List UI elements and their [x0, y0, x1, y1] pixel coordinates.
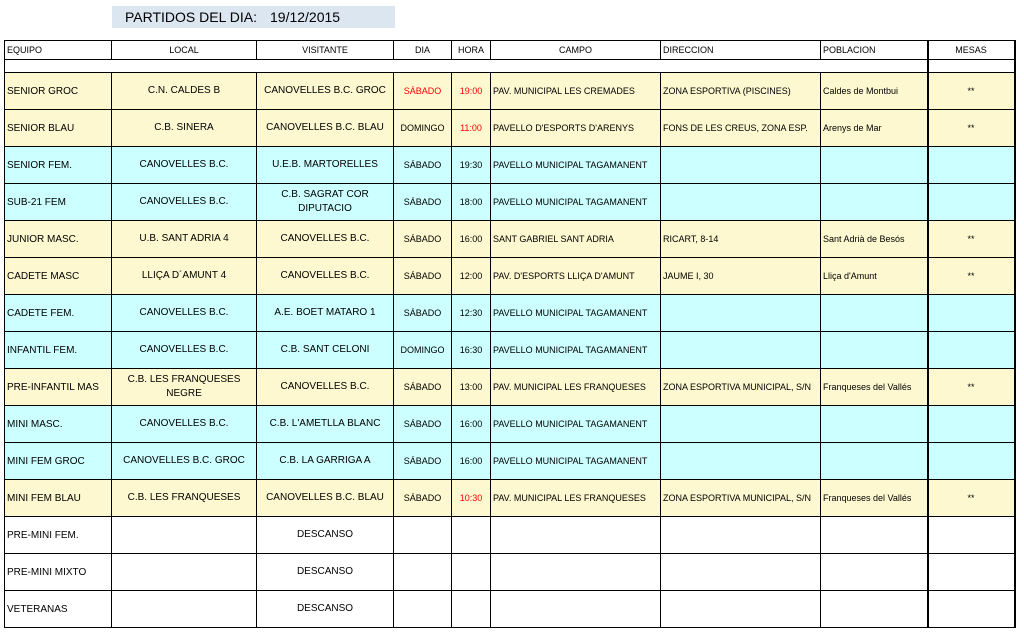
cell-direccion [661, 443, 821, 480]
cell-local [112, 554, 257, 591]
table-row [5, 406, 1015, 443]
cell-campo: PAVELLO MUNICIPAL TAGAMANENT [491, 332, 661, 369]
cell-visitante: CANOVELLES B.C. [257, 221, 394, 258]
cell-mesas [928, 147, 1015, 184]
cell-poblacion [821, 591, 928, 628]
cell-mesas: ** [928, 258, 1015, 295]
cell-direccion: ZONA ESPORTIVA (PISCINES) [661, 73, 821, 110]
title-box [112, 6, 395, 28]
cell-visitante: DESCANSO [257, 591, 394, 628]
cell-campo: PAV. MUNICIPAL LES FRANQUESES [491, 480, 661, 517]
cell-equipo: SENIOR FEM. [5, 147, 112, 184]
cell-dia: SÁBADO [394, 184, 452, 221]
table-row [5, 554, 1015, 591]
cell-local: C.B. LES FRANQUESES [112, 480, 257, 517]
cell-direccion: JAUME I, 30 [661, 258, 821, 295]
cell-local: C.B. SINERA [112, 110, 257, 147]
cell-equipo: PRE-INFANTIL MAS [5, 369, 112, 406]
cell-poblacion [821, 332, 928, 369]
cell-direccion [661, 295, 821, 332]
cell-poblacion: Franqueses del Vallés [821, 480, 928, 517]
cell-hora [452, 591, 491, 628]
cell-mesas [928, 184, 1015, 221]
cell-hora: 16:00 [452, 443, 491, 480]
cell-dia: SÁBADO [394, 406, 452, 443]
col-header-visitante: VISITANTE [257, 41, 394, 60]
cell-poblacion [821, 147, 928, 184]
cell-equipo: SENIOR BLAU [5, 110, 112, 147]
cell-direccion [661, 184, 821, 221]
cell-mesas [928, 443, 1015, 480]
cell-mesas [928, 406, 1015, 443]
cell-mesas: ** [928, 480, 1015, 517]
cell-poblacion [821, 554, 928, 591]
cell-visitante: U.E.B. MARTORELLES [257, 147, 394, 184]
cell-direccion: FONS DE LES CREUS, ZONA ESP. [661, 110, 821, 147]
cell-mesas [928, 591, 1015, 628]
cell-dia: SÁBADO [394, 480, 452, 517]
cell-visitante: C.B. SANT CELONI [257, 332, 394, 369]
cell-hora: 10:30 [452, 480, 491, 517]
cell-hora: 11:00 [452, 110, 491, 147]
cell-local [112, 517, 257, 554]
cell-hora: 12:30 [452, 295, 491, 332]
cell-local: LLIÇA D´AMUNT 4 [112, 258, 257, 295]
cell-campo: PAVELLO MUNICIPAL TAGAMANENT [491, 147, 661, 184]
cell-equipo: PRE-MINI MIXTO [5, 554, 112, 591]
cell-direccion: RICART, 8-14 [661, 221, 821, 258]
cell-equipo: INFANTIL FEM. [5, 332, 112, 369]
cell-dia: DOMINGO [394, 332, 452, 369]
cell-poblacion: Franqueses del Vallés [821, 369, 928, 406]
cell-equipo: MINI FEM GROC [5, 443, 112, 480]
cell-hora: 19:30 [452, 147, 491, 184]
cell-dia: SÁBADO [394, 295, 452, 332]
cell-equipo: PRE-MINI FEM. [5, 517, 112, 554]
title-label: PARTIDOS DEL DIA: [125, 9, 257, 25]
cell-campo [491, 554, 661, 591]
cell-campo: PAVELLO D'ESPORTS D'ARENYS [491, 110, 661, 147]
cell-equipo: CADETE MASC [5, 258, 112, 295]
cell-mesas: ** [928, 221, 1015, 258]
cell-hora: 16:00 [452, 221, 491, 258]
table-row [5, 147, 1015, 184]
cell-mesas: ** [928, 110, 1015, 147]
col-header-dia: DIA [394, 41, 452, 60]
cell-poblacion: Lliça d'Amunt [821, 258, 928, 295]
col-header-poblacion: POBLACION [821, 41, 928, 60]
cell-local: CANOVELLES B.C. [112, 147, 257, 184]
cell-poblacion: Sant Adrià de Besós [821, 221, 928, 258]
cell-visitante: DESCANSO [257, 554, 394, 591]
table-row [5, 591, 1015, 628]
cell-dia: SÁBADO [394, 443, 452, 480]
table-row [5, 221, 1015, 258]
table-row [5, 369, 1015, 406]
cell-campo: PAVELLO MUNICIPAL TAGAMANENT [491, 184, 661, 221]
cell-direccion: ZONA ESPORTIVA MUNICIPAL, S/N [661, 480, 821, 517]
table-row [5, 258, 1015, 295]
table-row [5, 332, 1015, 369]
cell-equipo: MINI MASC. [5, 406, 112, 443]
cell-hora: 16:00 [452, 406, 491, 443]
cell-campo: PAVELLO MUNICIPAL TAGAMANENT [491, 443, 661, 480]
cell-local: CANOVELLES B.C. [112, 332, 257, 369]
cell-dia: SÁBADO [394, 147, 452, 184]
cell-dia [394, 517, 452, 554]
cell-local: CANOVELLES B.C. [112, 406, 257, 443]
table-row [5, 295, 1015, 332]
col-header-local: LOCAL [112, 41, 257, 60]
cell-direccion [661, 591, 821, 628]
cell-mesas [928, 332, 1015, 369]
cell-visitante: C.B. L'AMETLLA BLANC [257, 406, 394, 443]
cell-local: CANOVELLES B.C. [112, 295, 257, 332]
cell-campo: PAVELLO MUNICIPAL TAGAMANENT [491, 295, 661, 332]
cell-visitante: C.B. SAGRAT COR DIPUTACIO [257, 184, 394, 221]
cell-visitante: CANOVELLES B.C. BLAU [257, 110, 394, 147]
col-header-mesas: MESAS [928, 41, 1015, 60]
cell-hora [452, 554, 491, 591]
cell-mesas: ** [928, 369, 1015, 406]
cell-dia: SÁBADO [394, 258, 452, 295]
cell-visitante: C.B. LA GARRIGA A [257, 443, 394, 480]
table-row [5, 480, 1015, 517]
schedule-table [4, 40, 1016, 628]
spacer-mesas [928, 60, 1015, 73]
cell-direccion [661, 554, 821, 591]
spacer-cell [5, 60, 928, 73]
cell-hora: 13:00 [452, 369, 491, 406]
cell-local: U.B. SANT ADRIA 4 [112, 221, 257, 258]
col-header-campo: CAMPO [491, 41, 661, 60]
title-date: 19/12/2015 [270, 9, 341, 25]
spacer-row [5, 60, 1015, 73]
cell-campo: PAVELLO MUNICIPAL TAGAMANENT [491, 406, 661, 443]
cell-direccion [661, 332, 821, 369]
cell-hora: 19:00 [452, 73, 491, 110]
cell-mesas: ** [928, 73, 1015, 110]
cell-dia: DOMINGO [394, 110, 452, 147]
cell-dia: SÁBADO [394, 221, 452, 258]
cell-campo: PAV. D'ESPORTS LLIÇA D'AMUNT [491, 258, 661, 295]
cell-mesas [928, 295, 1015, 332]
cell-visitante: A.E. BOET MATARO 1 [257, 295, 394, 332]
cell-visitante: CANOVELLES B.C. GROC [257, 73, 394, 110]
table-row [5, 73, 1015, 110]
cell-campo: PAV. MUNICIPAL LES CREMADES [491, 73, 661, 110]
cell-equipo: SUB-21 FEM [5, 184, 112, 221]
cell-equipo: VETERANAS [5, 591, 112, 628]
cell-equipo: SENIOR GROC [5, 73, 112, 110]
table-row [5, 110, 1015, 147]
table-row [5, 517, 1015, 554]
cell-hora: 16:30 [452, 332, 491, 369]
cell-poblacion [821, 184, 928, 221]
cell-equipo: JUNIOR MASC. [5, 221, 112, 258]
cell-dia [394, 554, 452, 591]
cell-equipo: MINI FEM BLAU [5, 480, 112, 517]
cell-direccion [661, 147, 821, 184]
cell-dia [394, 591, 452, 628]
table-row [5, 184, 1015, 221]
cell-campo [491, 591, 661, 628]
cell-visitante: CANOVELLES B.C. BLAU [257, 480, 394, 517]
cell-equipo: CADETE FEM. [5, 295, 112, 332]
header-row [5, 41, 1015, 60]
cell-poblacion: Arenys de Mar [821, 110, 928, 147]
cell-poblacion: Caldes de Montbui [821, 73, 928, 110]
cell-poblacion [821, 443, 928, 480]
col-header-equipo: EQUIPO [5, 41, 112, 60]
cell-mesas [928, 517, 1015, 554]
cell-visitante: CANOVELLES B.C. [257, 258, 394, 295]
cell-poblacion [821, 295, 928, 332]
col-header-hora: HORA [452, 41, 491, 60]
cell-visitante: CANOVELLES B.C. [257, 369, 394, 406]
cell-dia: SÁBADO [394, 73, 452, 110]
cell-local: CANOVELLES B.C. [112, 184, 257, 221]
cell-local: CANOVELLES B.C. GROC [112, 443, 257, 480]
cell-direccion [661, 406, 821, 443]
cell-local: C.N. CALDES B [112, 73, 257, 110]
col-header-direccion: DIRECCION [661, 41, 821, 60]
cell-mesas [928, 554, 1015, 591]
cell-campo [491, 517, 661, 554]
cell-local: C.B. LES FRANQUESES NEGRE [112, 369, 257, 406]
cell-direccion [661, 517, 821, 554]
cell-campo: SANT GABRIEL SANT ADRIA [491, 221, 661, 258]
table-row [5, 443, 1015, 480]
cell-hora [452, 517, 491, 554]
cell-dia: SÁBADO [394, 369, 452, 406]
cell-hora: 12:00 [452, 258, 491, 295]
cell-direccion: ZONA ESPORTIVA MUNICIPAL, S/N [661, 369, 821, 406]
cell-poblacion [821, 517, 928, 554]
cell-hora: 18:00 [452, 184, 491, 221]
cell-local [112, 591, 257, 628]
cell-poblacion [821, 406, 928, 443]
cell-campo: PAV. MUNICIPAL LES FRANQUESES [491, 369, 661, 406]
cell-visitante: DESCANSO [257, 517, 394, 554]
